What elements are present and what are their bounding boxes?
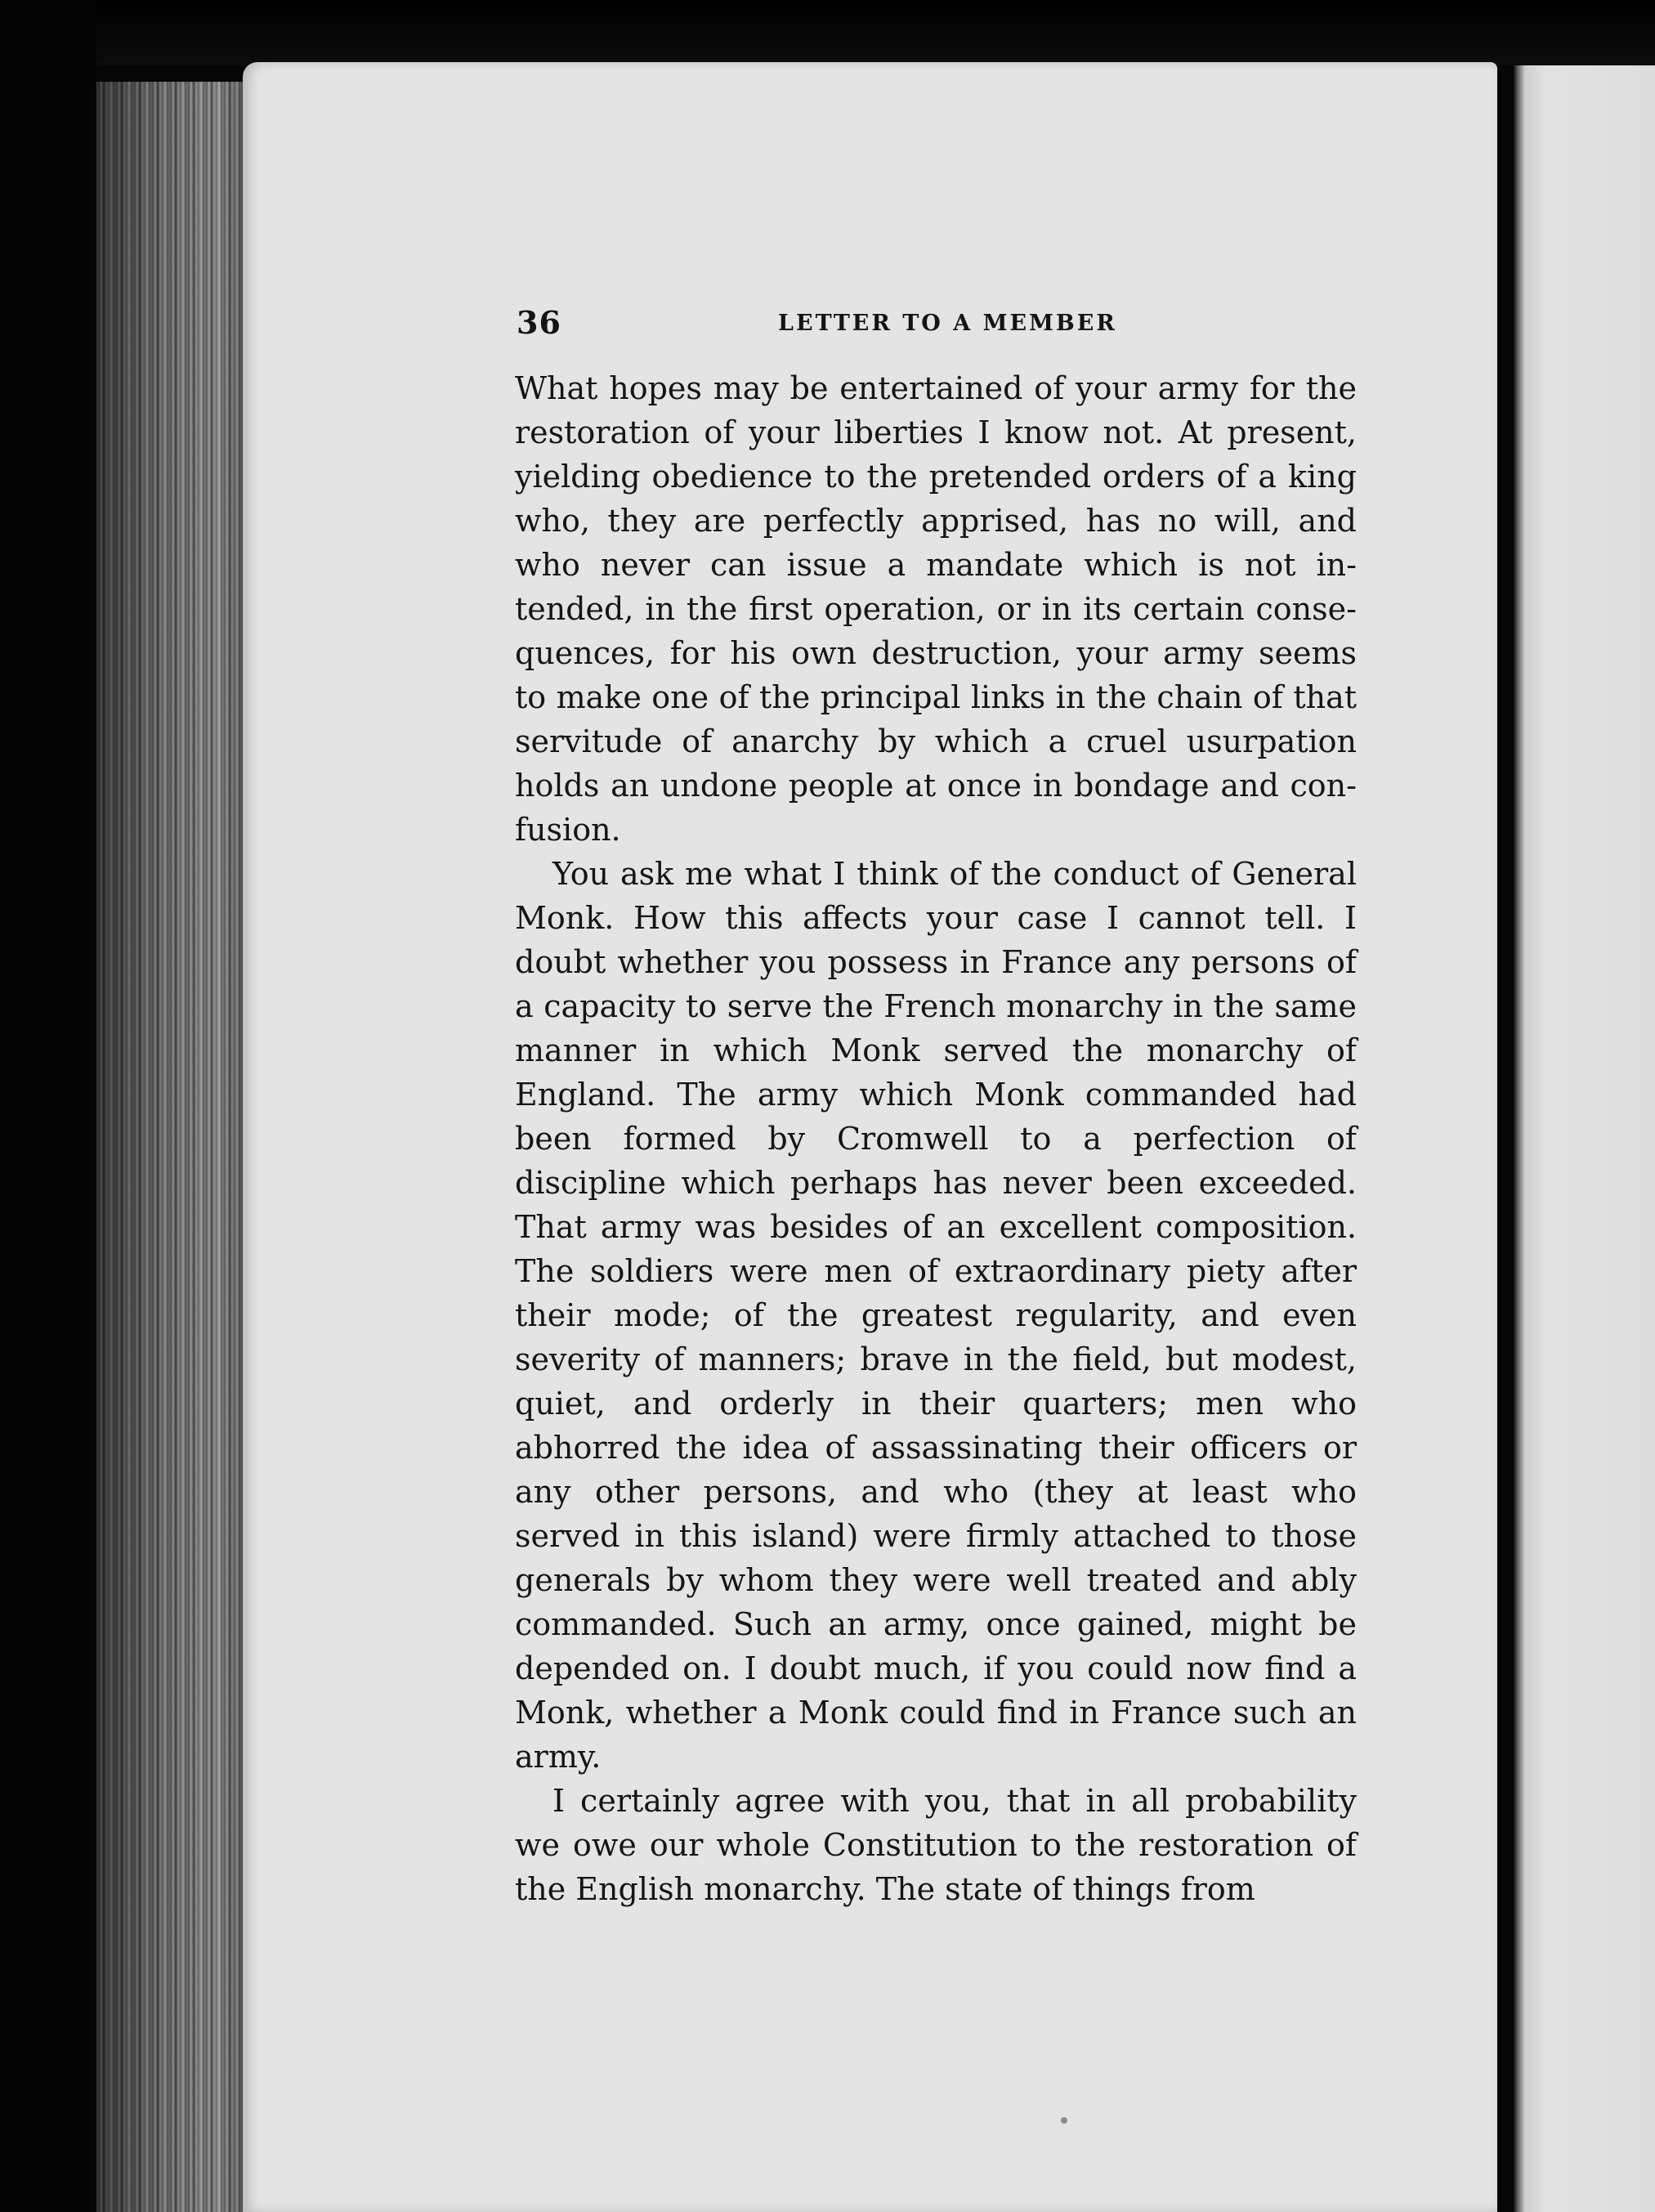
paragraph-1: What hopes may be entertained of your army for the restoration of your liberties I know not. At present, yielding obedience to the pretended orders of a king who, they are perfectly apprised, has no will, and who never can issue a mandate which is not intended, in the first operation, or in its certain consequences, for his own destruction, your army seems to make one of the principal links in the chain of that servitude of anarchy by which a cruel usurpation holds an undone people at once in bondage and confusion. — [515, 370, 1357, 848]
scan-top-border — [0, 0, 1655, 65]
paragraph-2: You ask me what I think of the conduct of General Monk. How this affects your case I cannot tell. I doubt whether you possess in France any persons of a capacity to serve the French monarchy in the same manner in which Monk served the monarchy of England. The army which Monk commanded had been formed by Cromwell to a perfection of discipline which perhaps has never been exceeded. That army was besides of an excellent composition. The soldiers were men of extraordinary piety after their mode; of the greatest regularity, and even severity of manners; brave in the field, but modest, quiet, and orderly in their quarters; men who abhorred the idea of assassinating their officers or any other persons, and who (they at least who served in this island) were firmly attached to those generals by whom they were well treated and ably commanded. Such an army, once gained, might be depended on. I doubt much, if you could now find a Monk, whether a Monk could find in France such an army. — [515, 856, 1357, 1775]
running-head — [517, 304, 1342, 353]
facing-page-edge — [1514, 65, 1655, 2212]
paper-speck — [1061, 2117, 1067, 2124]
scan-left-border — [0, 0, 96, 2212]
page-edges-shadow — [96, 82, 252, 2212]
body-text — [515, 366, 1357, 1911]
running-head-title: LETTER TO A MEMBER — [778, 311, 1117, 336]
paragraph-3: I certainly agree with you, that in all probability we owe our whole Constitution to the restoration of the English monarchy. The state of things from — [515, 1783, 1357, 1907]
page-number: 36 — [517, 304, 561, 341]
